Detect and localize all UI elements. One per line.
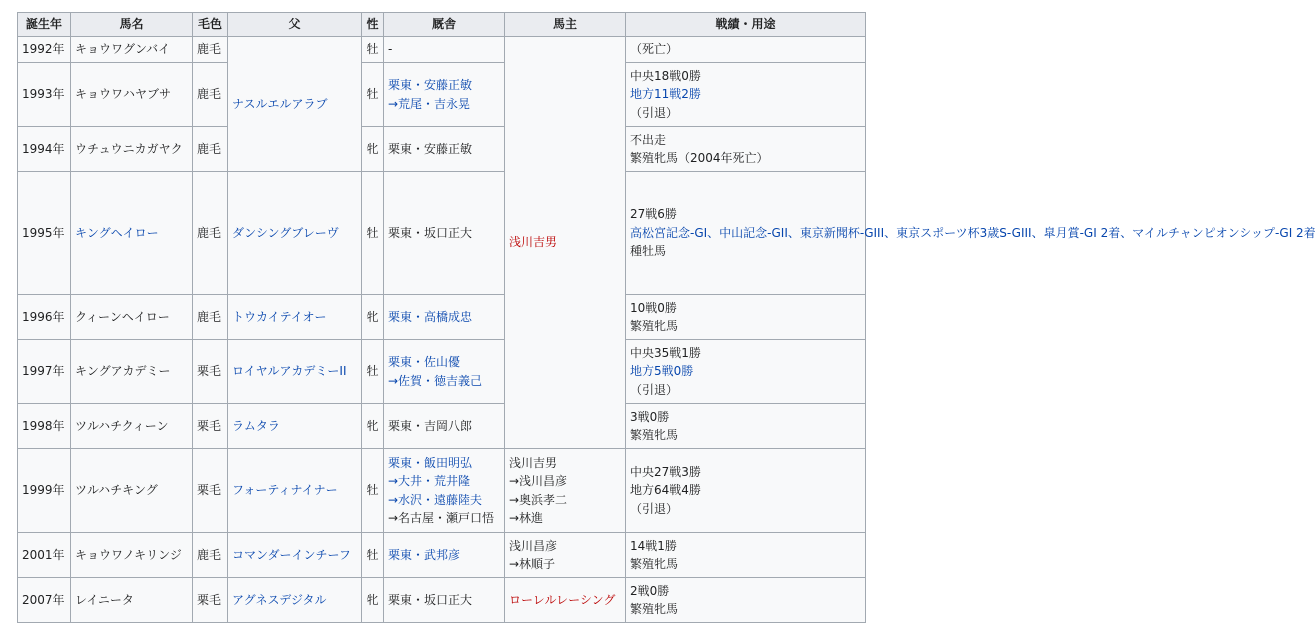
cell-name: ツルハチキング: [71, 449, 193, 533]
owner-link[interactable]: 浅川吉男: [509, 235, 558, 250]
cell-color: 栗毛: [193, 449, 228, 533]
cell-record: （死亡）: [626, 37, 866, 63]
cell-color: 鹿毛: [193, 63, 228, 127]
header-year: 誕生年: [18, 13, 71, 37]
cell-record: [626, 340, 866, 404]
cell-color: 栗毛: [193, 340, 228, 404]
cell-year: 1995年: [18, 172, 71, 295]
record-line: （引退）: [630, 105, 679, 120]
record-line: 2戦0勝: [630, 583, 670, 598]
header-color: 毛色: [193, 13, 228, 37]
cell-year: 1992年: [18, 37, 71, 63]
cell-year: 1997年: [18, 340, 71, 404]
cell-sex: 牝: [362, 295, 384, 340]
table-row: [18, 295, 866, 340]
cell-color: 鹿毛: [193, 37, 228, 63]
owner-line: →奥浜孝二: [509, 492, 568, 507]
cell-owner: [505, 37, 626, 449]
record-line: 地方64戦4勝: [630, 483, 701, 498]
record-line: 中央18戦0勝: [630, 68, 701, 83]
sire-link[interactable]: ロイヤルアカデミーII: [232, 364, 347, 379]
record-link[interactable]: 地方5戦0勝: [630, 364, 694, 379]
cell-name: キョウワノキリンジ: [71, 533, 193, 578]
cell-sire: [228, 533, 362, 578]
cell-name: ツルハチクィーン: [71, 404, 193, 449]
header-record: 戦績・用途: [626, 13, 866, 37]
offspring-table: [17, 12, 1316, 623]
owner-line: →浅川昌彦: [509, 474, 568, 488]
cell-sire: [228, 340, 362, 404]
header-stable: 厩舎: [384, 13, 505, 37]
record-line: 繁殖牝馬: [630, 428, 679, 442]
header-sex: 性: [362, 13, 384, 37]
sire-link[interactable]: ラムタラ: [232, 418, 280, 433]
cell-stable: 栗東・吉岡八郎: [384, 404, 505, 449]
sire-link[interactable]: アグネスデジタル: [232, 592, 327, 607]
stable-link[interactable]: →荒尾・吉永晃: [388, 96, 471, 111]
record-line: 繁殖牝馬: [630, 319, 679, 333]
cell-stable: [384, 449, 505, 533]
owner-line: →林順子: [509, 557, 556, 571]
record-line: 不出走: [630, 132, 667, 147]
stable-link[interactable]: 栗東・武邦彦: [388, 547, 461, 562]
stable-link[interactable]: →大井・荒井隆: [388, 474, 471, 488]
header-sire: 父: [228, 13, 362, 37]
stable-link[interactable]: 栗東・佐山優: [388, 355, 461, 369]
cell-name: ウチュウニカガヤク: [71, 127, 193, 172]
table-row: [18, 127, 866, 172]
owner-link[interactable]: ローレルレーシング: [509, 592, 616, 607]
cell-year: 1994年: [18, 127, 71, 172]
cell-record: [626, 172, 1316, 295]
cell-stable: 栗東・安藤正敏: [384, 127, 505, 172]
record-link[interactable]: 地方11戦2勝: [630, 87, 701, 102]
cell-stable: [384, 63, 505, 127]
cell-sex: 牡: [362, 340, 384, 404]
cell-sex: 牡: [362, 37, 384, 63]
cell-name: キョウワハヤブサ: [71, 63, 193, 127]
cell-record: [626, 404, 866, 449]
cell-color: 鹿毛: [193, 172, 228, 295]
cell-color: 鹿毛: [193, 295, 228, 340]
stable-link[interactable]: 栗東・飯田明弘: [388, 455, 473, 470]
record-line: （引退）: [630, 501, 679, 516]
cell-sex: 牡: [362, 449, 384, 533]
cell-name: キョウワグンバイ: [71, 37, 193, 63]
stable-link[interactable]: 栗東・高橋成忠: [388, 309, 473, 324]
record-line: 繁殖牝馬（2004年死亡）: [630, 151, 769, 165]
cell-record: [626, 578, 866, 623]
record-line: 中央27戦3勝: [630, 464, 701, 479]
stable-line: →名古屋・瀬戸口悟: [388, 511, 495, 525]
cell-sex: 牝: [362, 127, 384, 172]
cell-name: クィーンヘイロー: [71, 295, 193, 340]
cell-year: 1996年: [18, 295, 71, 340]
owner-line: →林進: [509, 511, 544, 525]
stable-link[interactable]: →水沢・遠藤陸夫: [388, 492, 483, 507]
cell-name: [71, 172, 193, 295]
cell-sex: 牡: [362, 172, 384, 295]
cell-sire: [228, 37, 362, 172]
header-owner: 馬主: [505, 13, 626, 37]
cell-stable: [384, 533, 505, 578]
record-line: （引退）: [630, 382, 679, 397]
table-row: [18, 172, 866, 295]
table-row: [18, 449, 866, 533]
stable-link[interactable]: 栗東・安藤正敏: [388, 78, 473, 92]
header-row: [18, 13, 866, 37]
table-row: [18, 404, 866, 449]
cell-record: [626, 295, 866, 340]
record-line: 14戦1勝: [630, 538, 677, 553]
cell-year: 1993年: [18, 63, 71, 127]
sire-link[interactable]: ダンシングブレーヴ: [232, 225, 339, 240]
cell-record: [626, 127, 866, 172]
cell-stable: [384, 340, 505, 404]
cell-record: [626, 533, 866, 578]
cell-record: [626, 63, 866, 127]
sire-link[interactable]: ナスルエルアラブ: [232, 96, 328, 111]
cell-stable: 栗東・坂口正大: [384, 172, 505, 295]
record-line: 中央35戦1勝: [630, 345, 701, 360]
header-name: 馬名: [71, 13, 193, 37]
cell-name: キングアカデミー: [71, 340, 193, 404]
owner-line: 浅川吉男: [509, 455, 558, 470]
cell-owner: [505, 578, 626, 623]
record-line: 10戦0勝: [630, 300, 677, 315]
cell-sex: 牝: [362, 404, 384, 449]
cell-sire: [228, 449, 362, 533]
owner-line: 浅川昌彦: [509, 538, 558, 553]
table-row: [18, 63, 866, 127]
cell-stable: -: [384, 37, 505, 63]
cell-stable: 栗東・坂口正大: [384, 578, 505, 623]
record-link[interactable]: 高松宮記念-GI、中山記念-GII、東京新聞杯-GIII、東京スポーツ杯3歳S-GIII、皐月賞-GI 2着、マイルチャンピオンシップ-GI 2着: [630, 225, 1316, 240]
cell-record: [626, 449, 866, 533]
cell-year: 2007年: [18, 578, 71, 623]
table-row: [18, 340, 866, 404]
cell-name: レイニータ: [71, 578, 193, 623]
cell-owner: [505, 533, 626, 578]
record-line: 3戦0勝: [630, 409, 670, 424]
cell-sire: [228, 295, 362, 340]
cell-sex: 牡: [362, 63, 384, 127]
table-row: [18, 533, 866, 578]
cell-sire: [228, 404, 362, 449]
horse-link[interactable]: キングヘイロー: [75, 225, 159, 240]
cell-color: 栗毛: [193, 404, 228, 449]
cell-sire: [228, 172, 362, 295]
cell-color: 鹿毛: [193, 127, 228, 172]
cell-sex: 牝: [362, 578, 384, 623]
sire-link[interactable]: トウカイテイオー: [232, 309, 327, 324]
sire-link[interactable]: コマンダーインチーフ: [232, 547, 351, 562]
cell-year: 1998年: [18, 404, 71, 449]
sire-link[interactable]: フォーティナイナー: [232, 483, 338, 498]
cell-owner: [505, 449, 626, 533]
table-row: [18, 37, 866, 63]
record-line: 27戦6勝: [630, 207, 677, 222]
record-line: 繁殖牝馬: [630, 602, 679, 616]
table-row: [18, 578, 866, 623]
cell-year: 1999年: [18, 449, 71, 533]
stable-link[interactable]: →佐賀・徳吉義己: [388, 373, 483, 388]
cell-sire: [228, 578, 362, 623]
record-line: 種牡馬: [630, 244, 667, 259]
cell-stable: [384, 295, 505, 340]
cell-year: 2001年: [18, 533, 71, 578]
record-line: 繁殖牝馬: [630, 557, 679, 571]
cell-color: 鹿毛: [193, 533, 228, 578]
cell-sex: 牡: [362, 533, 384, 578]
cell-color: 栗毛: [193, 578, 228, 623]
